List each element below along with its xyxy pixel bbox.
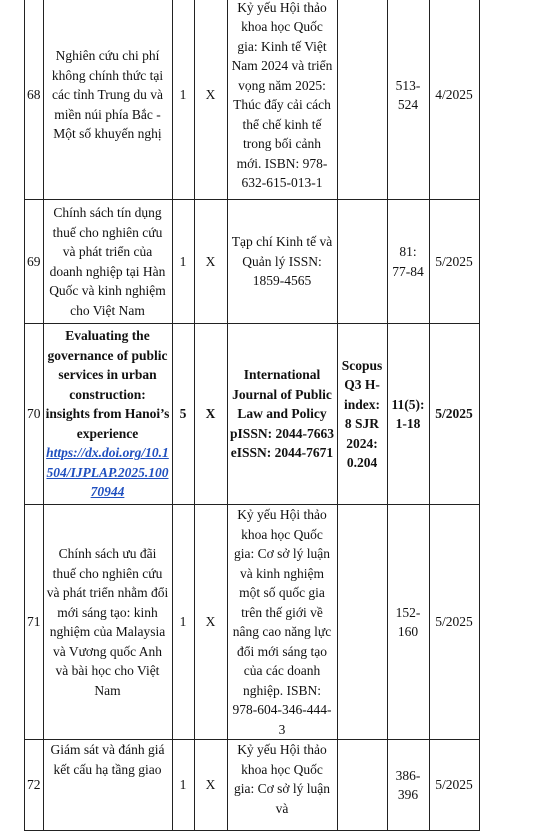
venue: Tạp chí Kinh tế và Quản lý ISSN: 1859-4565 xyxy=(227,200,337,324)
main-author-mark: X xyxy=(194,505,227,740)
paper-title: Chính sách ưu đãi thuế cho nghiên cứu và phát triển nhằm đổi mới sáng tạo: kinh nghiệm của Malaysia và Vương quốc Anh và bài học cho Việt Nam xyxy=(43,505,172,740)
pages: 81: 77-84 xyxy=(387,200,429,324)
author-count: 1 xyxy=(172,0,194,200)
index-info xyxy=(337,0,387,200)
pages: 11(5): 1-18 xyxy=(387,324,429,505)
index-info: Scopus Q3 H-index: 8 SJR 2024: 0.204 xyxy=(337,324,387,505)
venue: Kỷ yếu Hội thảo khoa học Quốc gia: Kinh tế Việt Nam 2024 và triển vọng năm 2025: Thúc đẩy cải cách thể chế kinh tế trong bối cảnh mới. ISBN: 978-632-615-013-1 xyxy=(227,0,337,200)
author-count: 1 xyxy=(172,505,194,740)
row-number: 72 xyxy=(25,740,44,831)
main-author-mark: X xyxy=(194,0,227,200)
main-author-mark: X xyxy=(194,200,227,324)
author-count: 1 xyxy=(172,740,194,831)
main-author-mark: X xyxy=(194,740,227,831)
table-row xyxy=(25,200,480,324)
row-number: 70 xyxy=(25,324,44,505)
author-count: 1 xyxy=(172,200,194,324)
paper-title: Evaluating the governance of public services in urban construction: insights from Hanoi’s experience xyxy=(45,328,170,441)
publish-date: 5/2025 xyxy=(429,740,479,831)
publish-date: 4/2025 xyxy=(429,0,479,200)
publish-date: 5/2025 xyxy=(429,324,479,505)
pages: 152-160 xyxy=(387,505,429,740)
pages: 386-396 xyxy=(387,740,429,831)
pages: 513-524 xyxy=(387,0,429,200)
paper-title: Nghiên cứu chi phí không chính thức tại các tỉnh Trung du và miền núi phía Bắc - Một số khuyến nghị xyxy=(43,0,172,200)
main-author-mark: X xyxy=(194,324,227,505)
index-info xyxy=(337,505,387,740)
paper-title: Giám sát và đánh giá kết cấu hạ tầng giao xyxy=(43,740,172,831)
paper-title: Chính sách tín dụng thuế cho nghiên cứu và phát triển của doanh nghiệp tại Hàn Quốc và kinh nghiệm cho Việt Nam xyxy=(43,200,172,324)
table-row xyxy=(25,740,480,831)
venue: Kỷ yếu Hội thảo khoa học Quốc gia: Cơ sở lý luận và xyxy=(227,740,337,831)
venue: International Journal of Public Law and Policy pISSN: 2044-7663 eISSN: 2044-7671 xyxy=(227,324,337,505)
publish-date: 5/2025 xyxy=(429,505,479,740)
venue: Kỷ yếu Hội thảo khoa học Quốc gia: Cơ sở lý luận và kinh nghiệm một số quốc gia trên thế giới về nâng cao năng lực đổi mới sáng tạo của các doanh nghiệp. ISBN: 978-604-346-444-3 xyxy=(227,505,337,740)
row-number: 69 xyxy=(25,200,44,324)
row-number: 68 xyxy=(25,0,44,200)
table-row xyxy=(25,505,480,740)
index-info xyxy=(337,740,387,831)
row-number: 71 xyxy=(25,505,44,740)
table-row xyxy=(25,324,480,505)
publication-table xyxy=(24,0,480,831)
publish-date: 5/2025 xyxy=(429,200,479,324)
author-count: 5 xyxy=(172,324,194,505)
index-info xyxy=(337,200,387,324)
doi-link[interactable]: https://dx.doi.org/10.1504/IJPLAP.2025.10070944 xyxy=(46,445,169,500)
table-row xyxy=(25,0,480,200)
paper-title-cell xyxy=(43,324,172,505)
